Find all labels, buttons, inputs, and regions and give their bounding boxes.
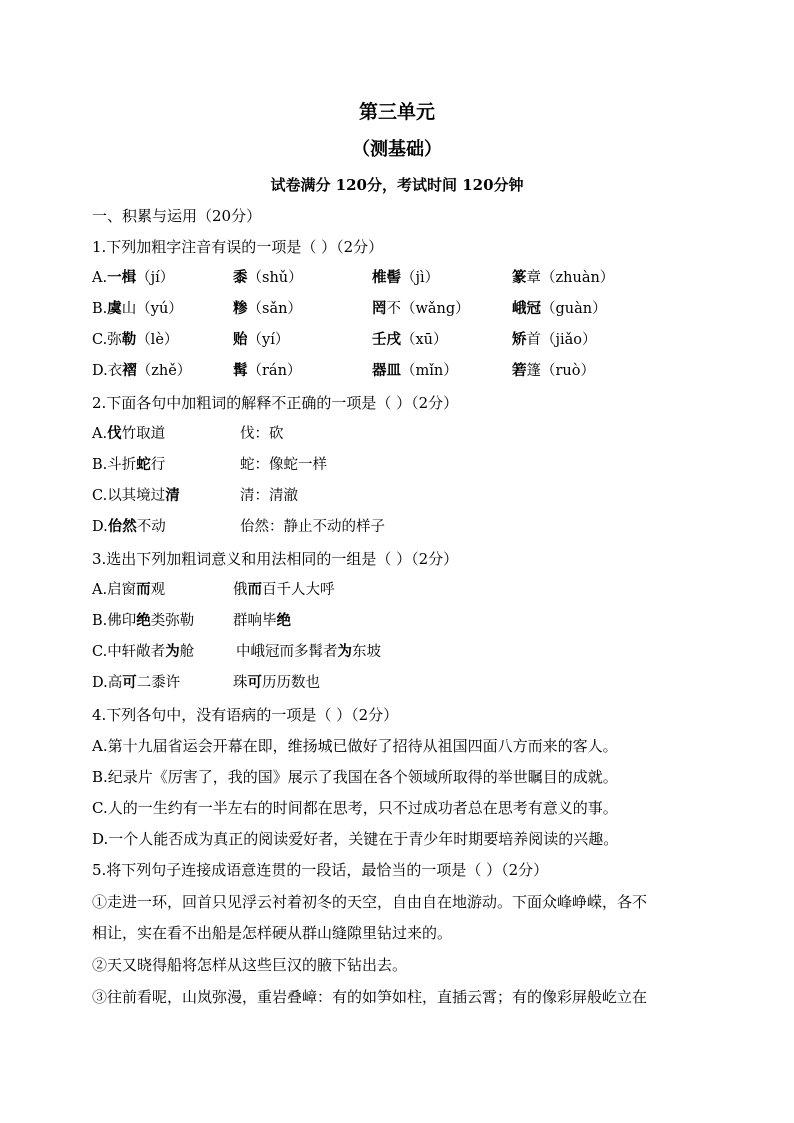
q4-option: D.一个人能否成为真正的阅读爱好者，关键在于青少年时期要培养阅读的兴趣。 [92,830,619,848]
q3-phrase-b [236,642,381,662]
q1-item [512,268,614,288]
pinyin-text: （xū） [401,332,448,348]
q4-option: A.第十九届省运会开幕在即，维扬城已做好了招待从祖国四面八方而来的客人。 [92,737,618,755]
q2-sentence [92,517,166,537]
q4-stem: 4.下列各句中，没有语病的一项是（ ）（2分） [92,706,399,724]
q1-item [233,299,302,319]
bold-char: 篆 [512,269,527,286]
q1-item [92,268,174,288]
q1-item [512,299,607,319]
q1-item [233,330,289,350]
pinyin-text: （jì） [401,270,440,286]
option-label: D. [92,519,108,535]
q1-item [372,268,439,288]
option-label: C. [92,488,108,504]
q3-phrase-a [92,580,165,600]
option-label: D. [92,363,108,379]
pinyin-text: 不（wǎng） [386,301,470,317]
bold-word: 绝 [276,612,291,629]
bold-word: 可 [247,674,262,691]
q3-phrase-a [92,642,194,662]
bold-word: 佁然 [107,518,137,535]
bold-char: 黍 [233,269,248,286]
plain-text: 历历数也 [262,675,320,691]
bold-char: 矫 [512,331,527,348]
plain-text: 二黍许 [136,675,181,691]
pinyin-text: （guàn） [541,301,607,317]
option-label: A. [92,582,108,598]
bold-char: 贻 [233,331,248,348]
q1-item [92,361,191,381]
bold-char: 器皿 [372,362,401,379]
unit-subtitle: （测基础） [352,139,442,160]
plain-text: 竹取道 [121,426,166,442]
plain-text: 群响毕 [233,613,277,629]
q2-explanation [240,486,298,506]
plain-text: 斗折 [107,457,137,473]
q1-item [372,361,458,381]
pinyin-text: （rán） [247,363,302,379]
q2-explanation [240,455,327,475]
plain-text: 衣 [107,363,123,379]
option-label: B. [92,613,108,629]
q2-sentence [92,424,165,444]
plain-text: 俄 [233,582,248,598]
q1-item [372,299,470,319]
q2-sentence [92,455,165,475]
q2-stem: 2.下面各句中加粗词的解释不正确的一项是（ ）（2分） [92,394,459,412]
bold-char: 箬 [512,362,527,379]
q3-stem: 3.选出下列加粗词意义和用法相同的一组是（ ）（2分） [92,550,459,568]
q1-item [372,330,448,350]
exam-info: 试卷满分 120分，考试时间 120分钟 [270,176,524,194]
q3-phrase-b [233,611,291,631]
explanation-text: 佁然：静止不动的样子 [240,519,385,535]
bold-char: 一楫 [107,269,137,286]
q3-phrase-b [233,580,335,600]
q5-line: ③往前看呢，山岚弥漫，重岩叠嶂：有的如笋如柱，直插云霄；有的像彩屏般屹立在 [92,988,648,1006]
q1-item [512,330,597,350]
pinyin-text: （lè） [136,332,179,348]
bold-char: 虞 [107,300,122,317]
bold-word: 绝 [136,612,151,629]
pinyin-text: （yí） [247,332,290,348]
bold-word: 伐 [107,425,122,442]
q1-item [92,330,178,350]
option-label: B. [92,457,108,473]
option-label: A. [92,270,108,286]
pinyin-text: 章（zhuàn） [526,270,615,286]
bold-char: 褶 [122,362,137,379]
q5-line: ①走进一环，回首只见浮云衬着初冬的天空，自由自在地游动。下面众峰峥嵘，各不 [92,893,648,911]
plain-text: 观 [150,582,166,598]
plain-text: 舱 [179,644,195,660]
pinyin-text: （jí） [136,270,175,286]
plain-text: 珠 [233,675,248,691]
option-label: D. [92,675,108,691]
q3-phrase-a [92,611,194,631]
explanation-text: 蛇：像蛇一样 [240,457,327,473]
pinyin-text: （sǎn） [247,301,302,317]
q5-line: 相让，实在看不出船是怎样硬从群山缝隙里钻过来的。 [92,924,453,942]
bold-char: 壬戌 [372,331,401,348]
bold-char: 糁 [233,300,248,317]
bold-word: 蛇 [136,456,151,473]
q1-item [233,361,301,381]
bold-word: 可 [122,674,137,691]
q1-item [233,268,303,288]
plain-text: 百千人大呼 [262,582,335,598]
bold-word: 为 [165,643,180,660]
q3-phrase-a [92,673,180,693]
bold-char: 髯 [233,362,248,379]
plain-text: 启窗 [107,582,137,598]
plain-text: 高 [107,675,123,691]
unit-title: 第三单元 [358,101,435,123]
plain-text: 东坡 [352,644,381,660]
q2-explanation [240,424,284,444]
q1-stem: 1.下列加粗字注音有误的一项是（ ）（2分） [92,238,384,256]
bold-word: 而 [247,581,262,598]
bold-word: 为 [337,643,352,660]
option-label: C. [92,644,108,660]
section-heading: 一、积累与运用（20分） [92,207,262,225]
plain-text: 中峨冠而多髯者 [236,644,338,660]
q4-option: C.人的一生约有一半左右的时间都在思考，只不过成功者总在思考有意义的事。 [92,799,618,817]
q4-option: B.纪录片《厉害了，我的国》展示了我国在各个领域所取得的举世瞩目的成就。 [92,768,618,786]
bold-word: 清 [165,487,180,504]
option-label: A. [92,426,108,442]
pinyin-text: 山（yú） [121,301,183,317]
bold-char: 勒 [121,331,137,348]
q1-item [92,299,183,319]
pinyin-text: （zhě） [136,363,192,379]
pinyin-text: 首（jiǎo） [526,332,597,348]
plain-text: 类弥勒 [150,613,195,629]
plain-text: 中轩敞者 [107,644,166,660]
pinyin-text: （mǐn） [401,363,458,379]
pinyin-text: （shǔ） [247,270,303,286]
plain-text: 以其境过 [107,488,166,504]
q5-stem: 5.将下列句子连接成语意连贯的一段话，最恰当的一项是（ ）（2分） [92,861,549,879]
q5-line: ②天又晓得船将怎样从这些巨汉的腋下钻出去。 [92,956,408,974]
bold-word: 而 [136,581,151,598]
q2-sentence [92,486,180,506]
explanation-text: 伐：砍 [240,426,284,442]
option-label: B. [92,301,108,317]
plain-text: 佛印 [107,613,137,629]
explanation-text: 清：清澈 [240,488,298,504]
q1-item [512,361,595,381]
q2-explanation [240,517,385,537]
bold-char: 峨冠 [512,300,541,317]
bold-char: 罔 [372,300,387,317]
option-label: C. [92,332,108,348]
plain-text: 不动 [136,519,166,535]
pinyin-text: 篷（ruò） [526,363,595,379]
bold-char: 椎髻 [372,269,401,286]
plain-text: 行 [150,457,166,473]
plain-text: 弥 [107,332,122,348]
q3-phrase-b [233,673,320,693]
